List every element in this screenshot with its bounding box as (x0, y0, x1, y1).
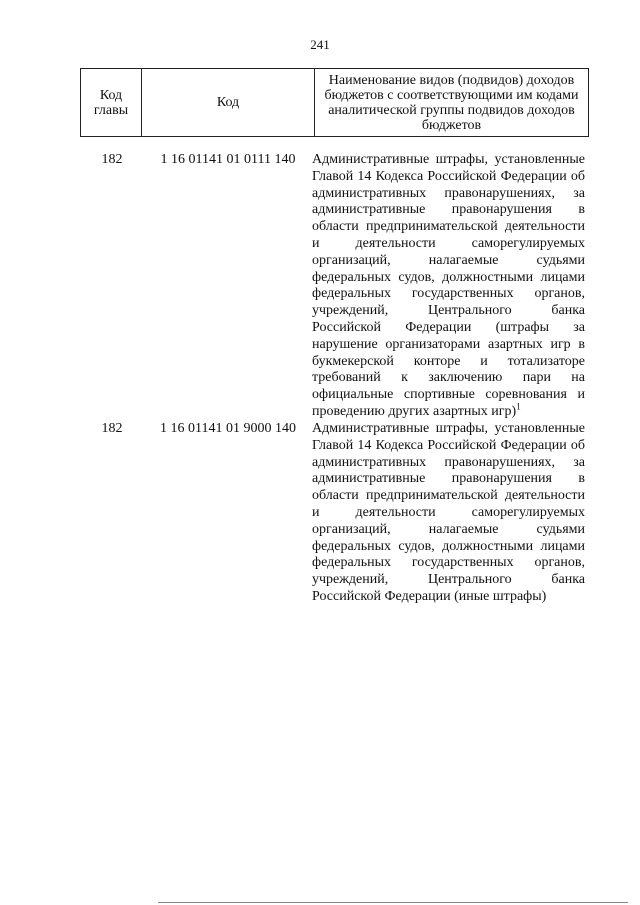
row-chapter-code: 182 (101, 152, 123, 167)
row-description (312, 421, 585, 606)
row-description (312, 152, 585, 421)
row-description-text: Административные штрафы, установленные Главой 14 Кодекса Российской Федерации об административных правонарушениях, за административные правонарушения в области предпринимательской деятельности и деятельности саморегулируемых организаций, налагаемые судьями федеральных судов, должностными лицами федеральных государственных органов, учреждений, Центрального банка Российской Федерации (штрафы за нарушение организаторами азартных игр в букмекерской конторе и тотализаторе требований к заключению пари на официальные спортивные соревнования и проведению других азартных игр) (312, 152, 585, 419)
header-chapter-code: Код главы (81, 69, 142, 137)
page-number: 241 (310, 37, 330, 52)
row-budget-code: 1 16 01141 01 9000 140 (160, 421, 296, 436)
table-header (80, 68, 589, 137)
row-budget-code: 1 16 01141 01 0111 140 (160, 152, 296, 167)
row-chapter-code: 182 (101, 421, 123, 436)
row-description-text: Административные штрафы, установленные Главой 14 Кодекса Российской Федерации об административных правонарушениях, за административные правонарушения в области предпринимательской деятельности и деятельности саморегулируемых организаций, налагаемые судьями федеральных судов, должностными лицами федеральных государственных органов, учреждений, Центрального банка Российской Федерации (иные штрафы) (312, 421, 585, 604)
page-bottom-edge (158, 902, 628, 903)
header-code: Код (142, 69, 315, 137)
footnote-ref: 1 (516, 401, 521, 412)
header-name: Наименование видов (подвидов) доходов бюджетов с соответствующими им кодами аналитической группы подвидов доходов бюджетов (315, 69, 589, 137)
